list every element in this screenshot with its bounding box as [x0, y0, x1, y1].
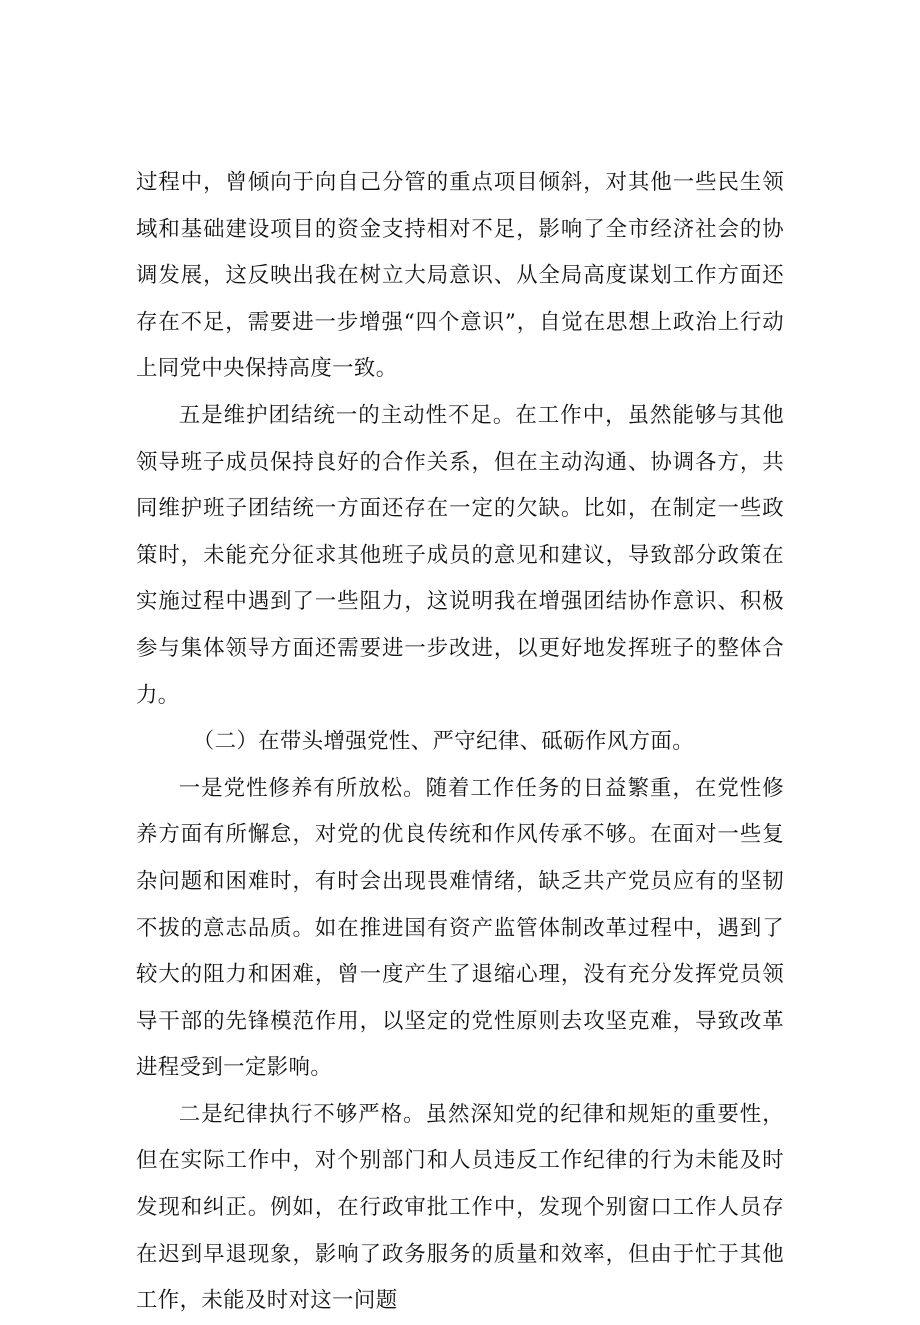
paragraph-continuation: 过程中，曾倾向于向自己分管的重点项目倾斜，对其他一些民生领域和基础建设项目的资金支持相对不足，影响了全市经济社会的协调发展，这反映出我在树立大局意识、从全局高度谋划工作方面还存在不足，需要进一步增强“四个意识”，自觉在思想上政治上行动上同党中央保持高度一致。: [136, 170, 784, 382]
section-heading-two: （二）在带头增强党性、严守纪律、砥砺作风方面。: [192, 729, 694, 755]
paragraph-point-one: 一是党性修养有所放松。随着工作任务的日益繁重，在党性修养方面有所懈怠，对党的优良传统和作风传承不够。在面对一些复杂问题和困难时，有时会出现畏难情绪，缺乏共产党员应有的坚韧不拔的意志品质。如在推进国有资产监管体制改革过程中，遇到了较大的阻力和困难，曾一度产生了退缩心理，没有充分发挥党员领导干部的先锋模范作用，以坚定的党性原则去攻坚克难，导致改革进程受到一定影响。: [136, 775, 784, 1081]
paragraph-point-two: 二是纪律执行不够严格。虽然深知党的纪律和规矩的重要性，但在实际工作中，对个别部门和人员违反工作纪律的行为未能及时发现和纠正。例如，在行政审批工作中，发现个别窗口工作人员存在迟到早退现象，影响了政务服务的质量和效率，但由于忙于其他工作，未能及时对这一问题: [136, 1101, 784, 1314]
document-body: [136, 160, 784, 1325]
paragraph-point-five: 五是维护团结统一的主动性不足。在工作中，虽然能够与其他领导班子成员保持良好的合作关系，但在主动沟通、协调各方，共同维护班子团结统一方面还存在一定的欠缺。比如，在制定一些政策时，未能充分征求其他班子成员的意见和建议，导致部分政策在实施过程中遇到了一些阻力，这说明我在增强团结协作意识、积极参与集体领导方面还需要进一步改进，以更好地发挥班子的整体合力。: [136, 402, 784, 708]
